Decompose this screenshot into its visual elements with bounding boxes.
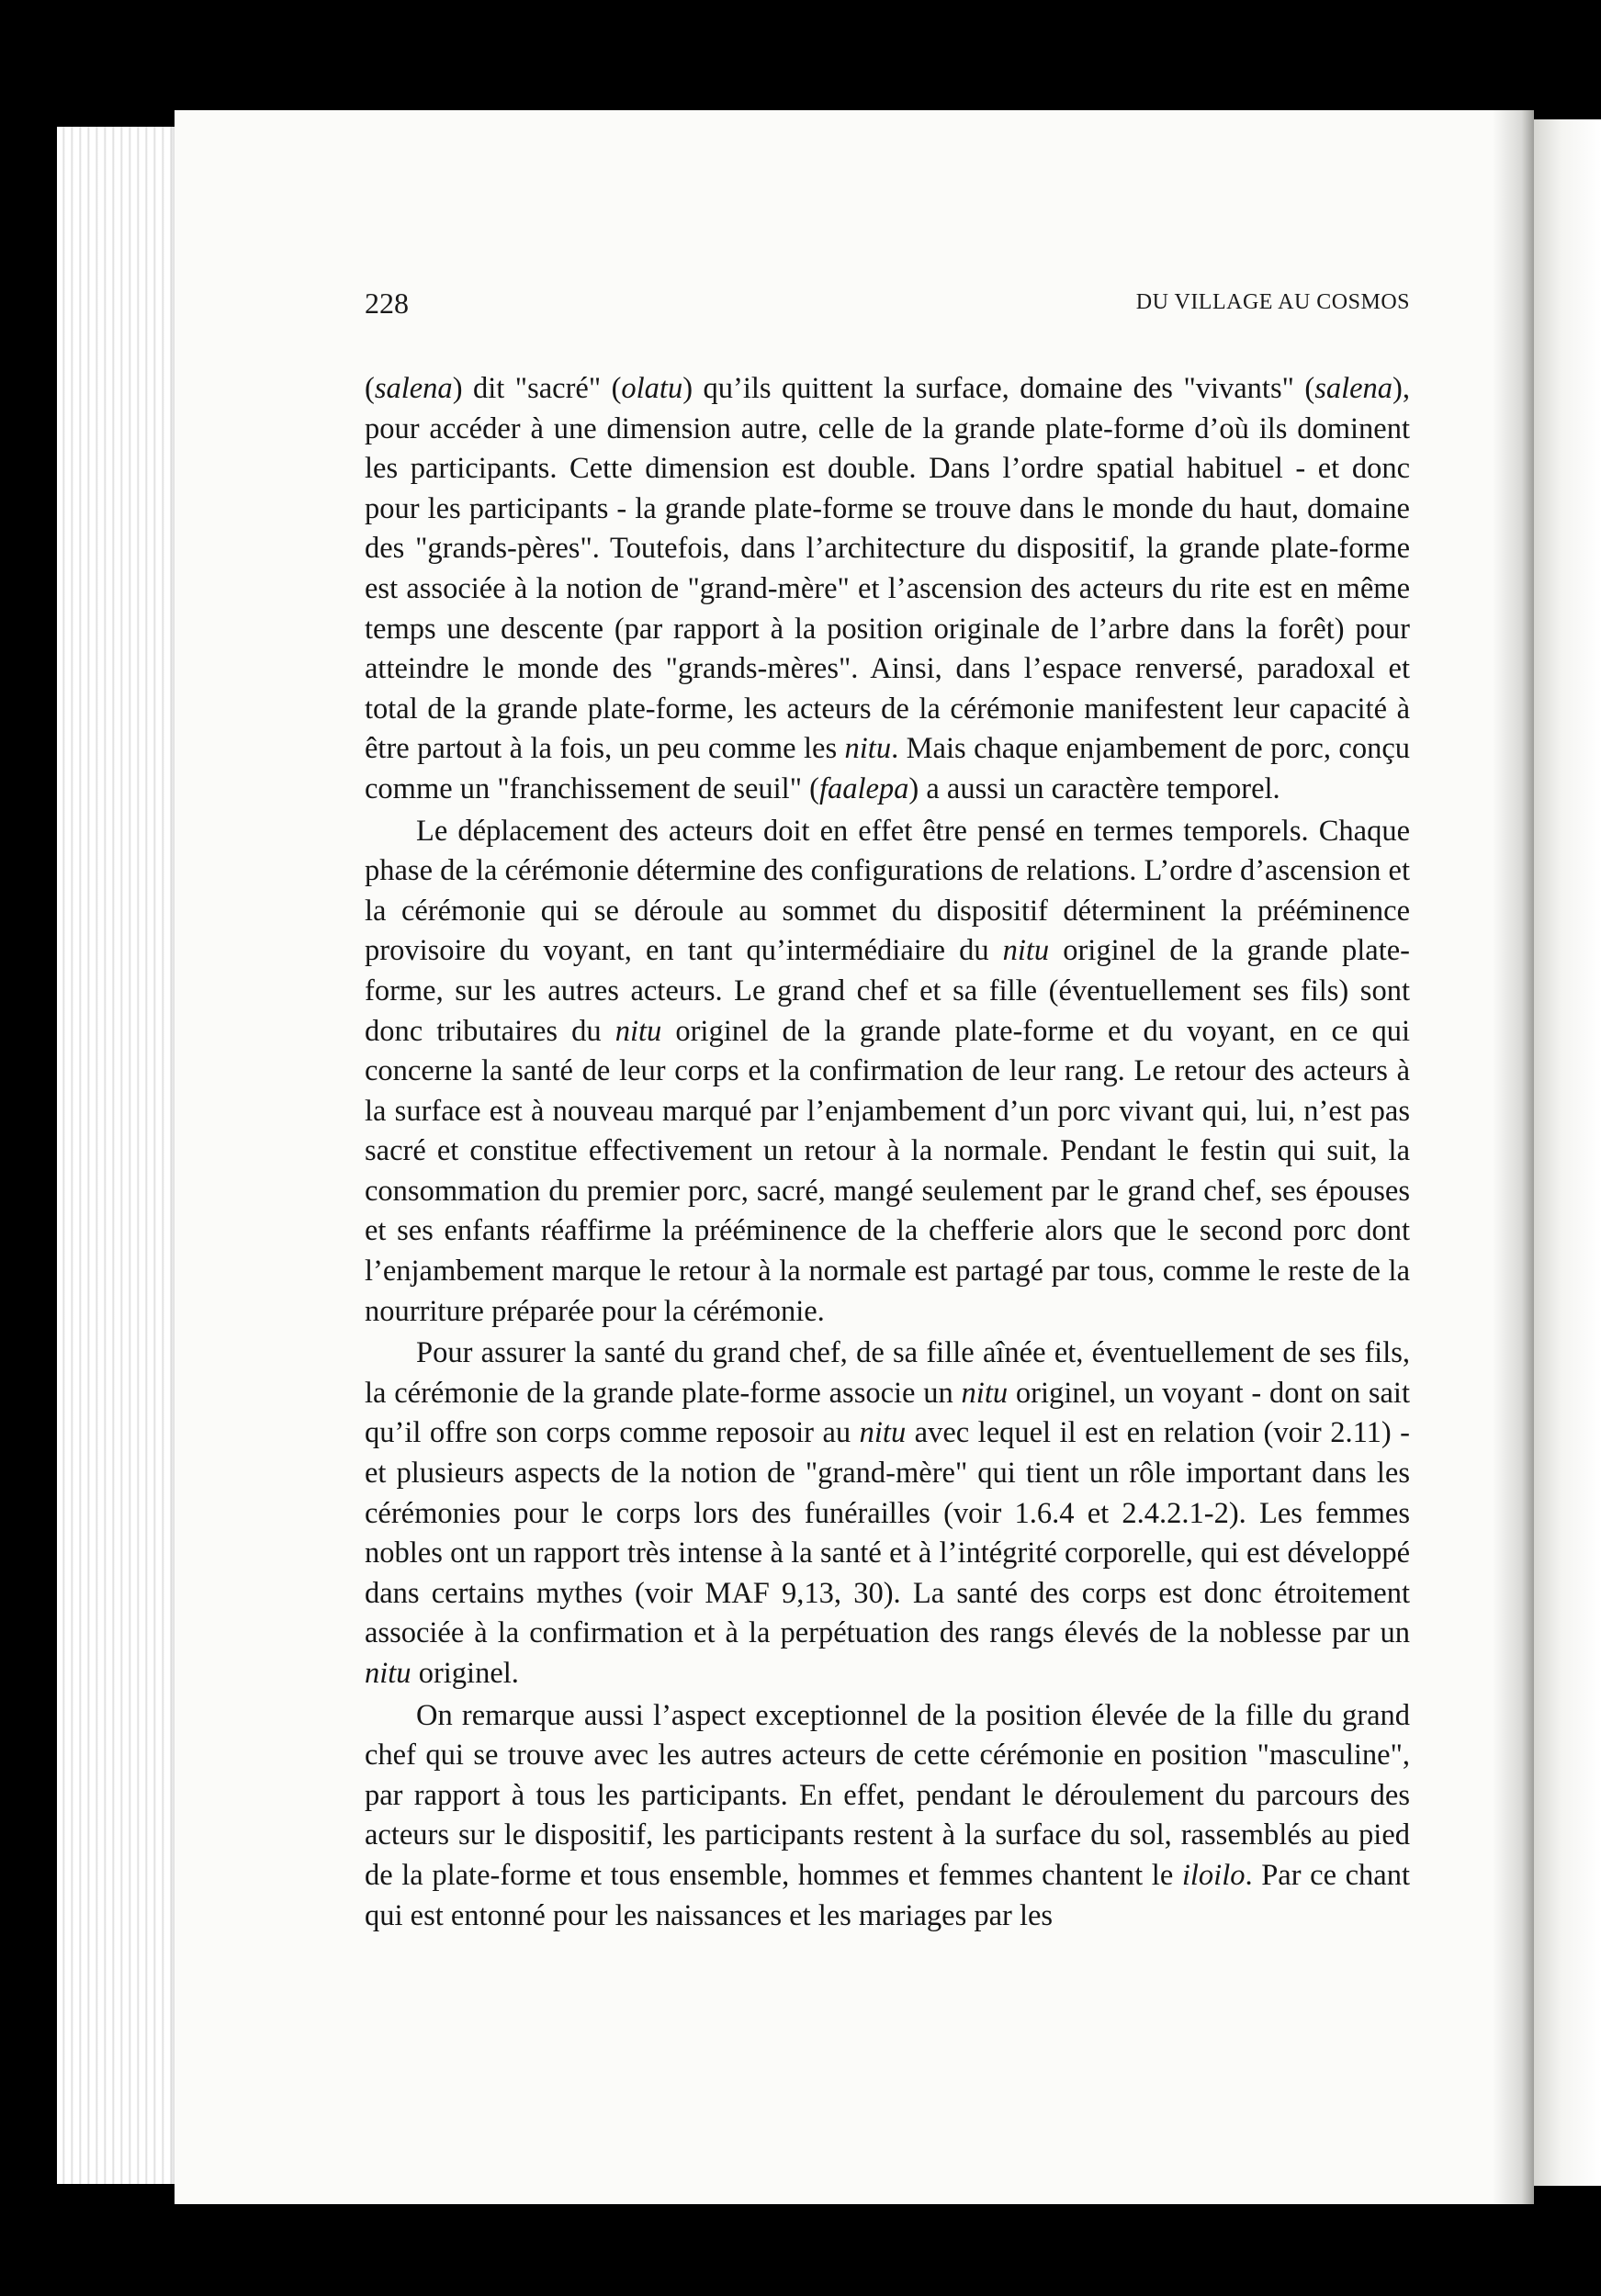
italic-term: iloilo	[1181, 1858, 1246, 1892]
paragraph	[365, 369, 1410, 810]
italic-term: salena	[1314, 372, 1393, 405]
italic-term: nitu	[365, 1657, 412, 1690]
italic-term: nitu	[859, 1416, 907, 1450]
italic-term: olatu	[621, 372, 683, 405]
text-run: originel de la grande plate-forme, sur les autres acteurs. Le grand chef et sa fille (éventuellement ses fils) sont donc tributaires du	[365, 934, 1410, 1048]
text-run: . Par ce chant qui est entonné pour les naissances et les mariages par les	[365, 1858, 1410, 1932]
text-run: originel.	[411, 1657, 519, 1690]
italic-term: faalepa	[818, 771, 909, 805]
text-run: ) a aussi un caractère temporel.	[908, 771, 1280, 805]
text-run: ), pour accéder à une dimension autre, celle de la grande plate-forme d’où ils dominent les participants. Cette dimension est double. Dans l’ordre spatial habituel - et donc pour les participants - la grande plate-forme se trouve dans le monde du haut, domaine des "grands-pères". Toutefois, dans l’architecture du dispositif, la grande plate-forme est associée à la notion de "grand-mère" et l’ascension des acteurs du rite est en même temps une descente (par rapport à la position originale de l’arbre dans la forêt) pour atteindre le monde des "grands-mères". Ainsi, dans l’espace renversé, paradoxal et total de la grande plate-forme, les acteurs de la cérémonie manifestent leur capacité à être partout à la fois, un peu comme les	[365, 372, 1410, 766]
page-number: 228	[365, 287, 409, 320]
paragraph	[365, 1696, 1410, 1937]
page-gutter	[1493, 110, 1534, 2204]
text-run: (	[365, 372, 375, 405]
text-run: Le déplacement des acteurs doit en effet être pensé en termes temporels. Chaque phase de la cérémonie détermine des configurations de relations. L’ordre d’ascension et la cérémonie qui se déroule au sommet du dispositif déterminent la prééminence provisoire du voyant, en tant qu’intermédiaire du	[365, 814, 1410, 968]
italic-term: nitu	[1002, 934, 1050, 968]
italic-term: nitu	[961, 1376, 1009, 1410]
page-header	[365, 287, 1410, 332]
italic-term: nitu	[614, 1014, 662, 1048]
italic-term: salena	[374, 372, 453, 405]
text-run: originel, un voyant - dont on sait qu’il offre son corps comme reposoir au	[365, 1376, 1410, 1450]
paragraph	[365, 1334, 1410, 1694]
running-title: DU VILLAGE AU COSMOS	[1135, 290, 1410, 314]
italic-term: nitu	[844, 732, 892, 766]
next-page-edge	[1534, 119, 1601, 2186]
text-run: ) dit "sacré" (	[452, 372, 622, 405]
text-run: . Mais chaque enjambement de porc, conçu comme un "franchissement de seuil" (	[365, 732, 1411, 805]
text-run: ) qu’ils quittent la surface, domaine des "vivants" (	[682, 372, 1315, 405]
paragraph	[365, 812, 1410, 1333]
body-text	[365, 369, 1410, 1936]
text-run: Pour assurer la santé du grand chef, de sa fille aînée et, éventuellement de ses fils, la cérémonie de la grande plate-forme associe un	[365, 1336, 1410, 1410]
text-run: originel de la grande plate-forme et du voyant, en ce qui concerne la santé de leur corps et la confirmation de leur rang. Le retour des acteurs à la surface est à nouveau marqué par l’enjambement d’un porc vivant qui, lui, n’est pas sacré et constitue effectivement un retour à la normale. Pendant le festin qui suit, la consommation du premier porc, sacré, mangé seulement par le grand chef, ses épouses et ses enfants réaffirme la prééminence de la chefferie alors que le second porc dont l’enjambement marque le retour à la normale est partagé par tous, comme le reste de la nourriture préparée pour la cérémonie.	[365, 1014, 1411, 1328]
text-run: avec lequel il est en relation (voir 2.11) - et plusieurs aspects de la notion de "grand-mère" qui tient un rôle important dans les cérémonies pour le corps lors des funérailles (voir 1.6.4 et 2.4.2.1-2). Les femmes nobles ont un rapport très intense à la santé et à l’intégrité corporelle, qui est développé dans certains mythes (voir MAF 9,13, 30). La santé des corps est donc étroitement associée à la confirmation et à la perpétuation des rangs élevés de la noblesse par un	[365, 1416, 1410, 1650]
text-run: On remarque aussi l’aspect exceptionnel de la position élevée de la fille du grand chef qui se trouve avec les autres acteurs de cette cérémonie en position "masculine", par rapport à tous les participants. En effet, pendant le déroulement du parcours des acteurs sur le dispositif, les participants restent à la surface du sol, rassemblés au pied de la plate-forme et tous ensemble, hommes et femmes chantent le	[365, 1698, 1410, 1892]
